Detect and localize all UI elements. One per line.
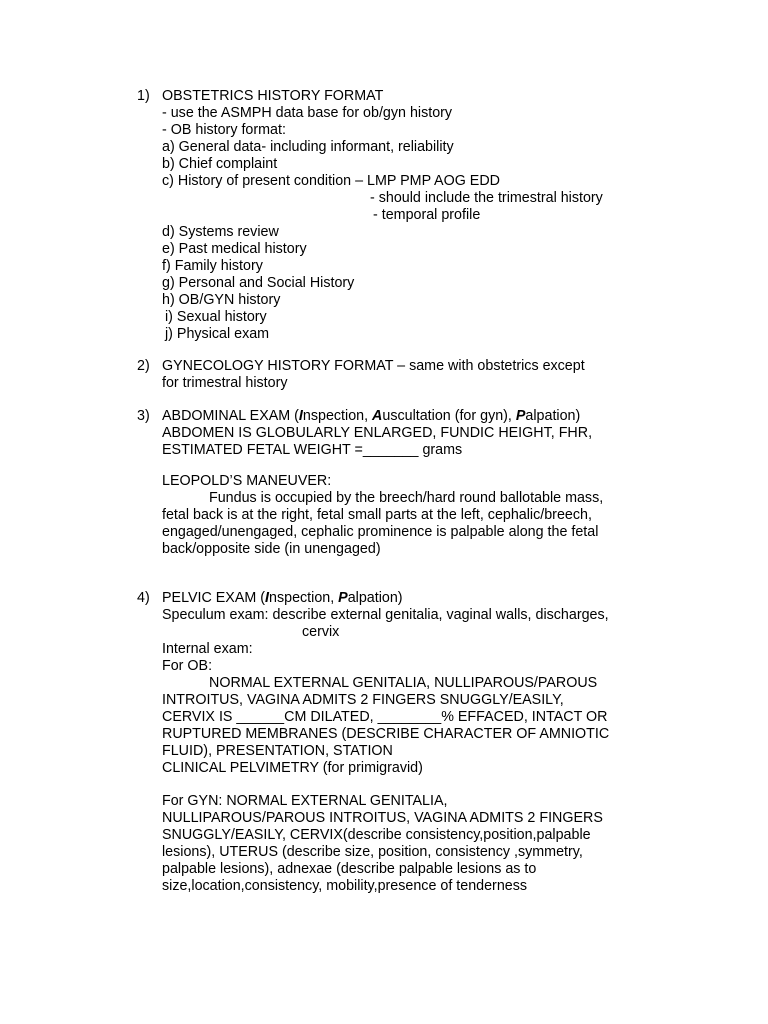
text-line: ABDOMEN IS GLOBULARLY ENLARGED, FUNDIC HEIGHT, FHR,	[162, 425, 593, 441]
text-line: Internal exam:	[162, 641, 253, 657]
text-line: cervix	[302, 624, 340, 640]
list-item: j) Physical exam	[165, 326, 270, 342]
subheading: LEOPOLD’S MANEUVER:	[162, 473, 332, 489]
section-number: 1)	[137, 88, 150, 104]
text-line: back/opposite side (in unengaged)	[162, 541, 381, 557]
sub-note: - temporal profile	[373, 207, 481, 223]
section-title: PELVIC EXAM (Inspection, Palpation)	[162, 590, 403, 606]
text-line: SNUGGLY/EASILY, CERVIX(describe consistency,position,palpable	[162, 827, 591, 843]
text-line: CLINICAL PELVIMETRY (for primigravid)	[162, 760, 423, 776]
section-number: 2)	[137, 358, 150, 374]
list-item: a) General data- including informant, reliability	[162, 139, 454, 155]
text-line: engaged/unengaged, cephalic prominence is palpable along the fetal	[162, 524, 599, 540]
text-line: NORMAL EXTERNAL GENITALIA, NULLIPAROUS/PAROUS	[209, 675, 598, 691]
section-number: 3)	[137, 408, 150, 424]
text-line: For GYN: NORMAL EXTERNAL GENITALIA,	[162, 793, 448, 809]
text-line: palpable lesions), adnexae (describe palpable lesions as to	[162, 861, 537, 877]
text-line: size,location,consistency, mobility,presence of tenderness	[162, 878, 528, 894]
list-item: i) Sexual history	[165, 309, 267, 325]
text-line: - OB history format:	[162, 122, 286, 138]
text-line: for trimestral history	[162, 375, 288, 391]
text-line: CERVIX IS ______CM DILATED, ________% EFFACED, INTACT OR	[162, 709, 608, 725]
text-line: INTROITUS, VAGINA ADMITS 2 FINGERS SNUGGLY/EASILY,	[162, 692, 564, 708]
list-item: f) Family history	[162, 258, 263, 274]
text-line: ESTIMATED FETAL WEIGHT =_______ grams	[162, 442, 463, 458]
list-item: h) OB/GYN history	[162, 292, 281, 308]
text-line: RUPTURED MEMBRANES (DESCRIBE CHARACTER OF AMNIOTIC	[162, 726, 610, 742]
text-line: - use the ASMPH data base for ob/gyn history	[162, 105, 453, 121]
section-title: ABDOMINAL EXAM (Inspection, Auscultation (for gyn), Palpation)	[162, 408, 581, 424]
list-item: g) Personal and Social History	[162, 275, 355, 291]
subheading: For OB:	[162, 658, 213, 674]
section-title: OBSTETRICS HISTORY FORMAT	[162, 88, 384, 104]
text-line: FLUID), PRESENTATION, STATION	[162, 743, 393, 759]
list-item: c) History of present condition – LMP PMP AOG EDD	[162, 173, 500, 189]
sub-note: - should include the trimestral history	[370, 190, 603, 206]
text-line: fetal back is at the right, fetal small parts at the left, cephalic/breech,	[162, 507, 592, 523]
section-number: 4)	[137, 590, 150, 606]
list-item: d) Systems review	[162, 224, 279, 240]
list-item: b) Chief complaint	[162, 156, 278, 172]
text-line: Fundus is occupied by the breech/hard round ballotable mass,	[209, 490, 604, 506]
list-item: e) Past medical history	[162, 241, 307, 257]
section-title: GYNECOLOGY HISTORY FORMAT – same with obstetrics except	[162, 358, 585, 374]
text-line: Speculum exam: describe external genitalia, vaginal walls, discharges,	[162, 607, 609, 623]
text-line: lesions), UTERUS (describe size, position, consistency ,symmetry,	[162, 844, 583, 860]
text-line: NULLIPAROUS/PAROUS INTROITUS, VAGINA ADMITS 2 FINGERS	[162, 810, 603, 826]
